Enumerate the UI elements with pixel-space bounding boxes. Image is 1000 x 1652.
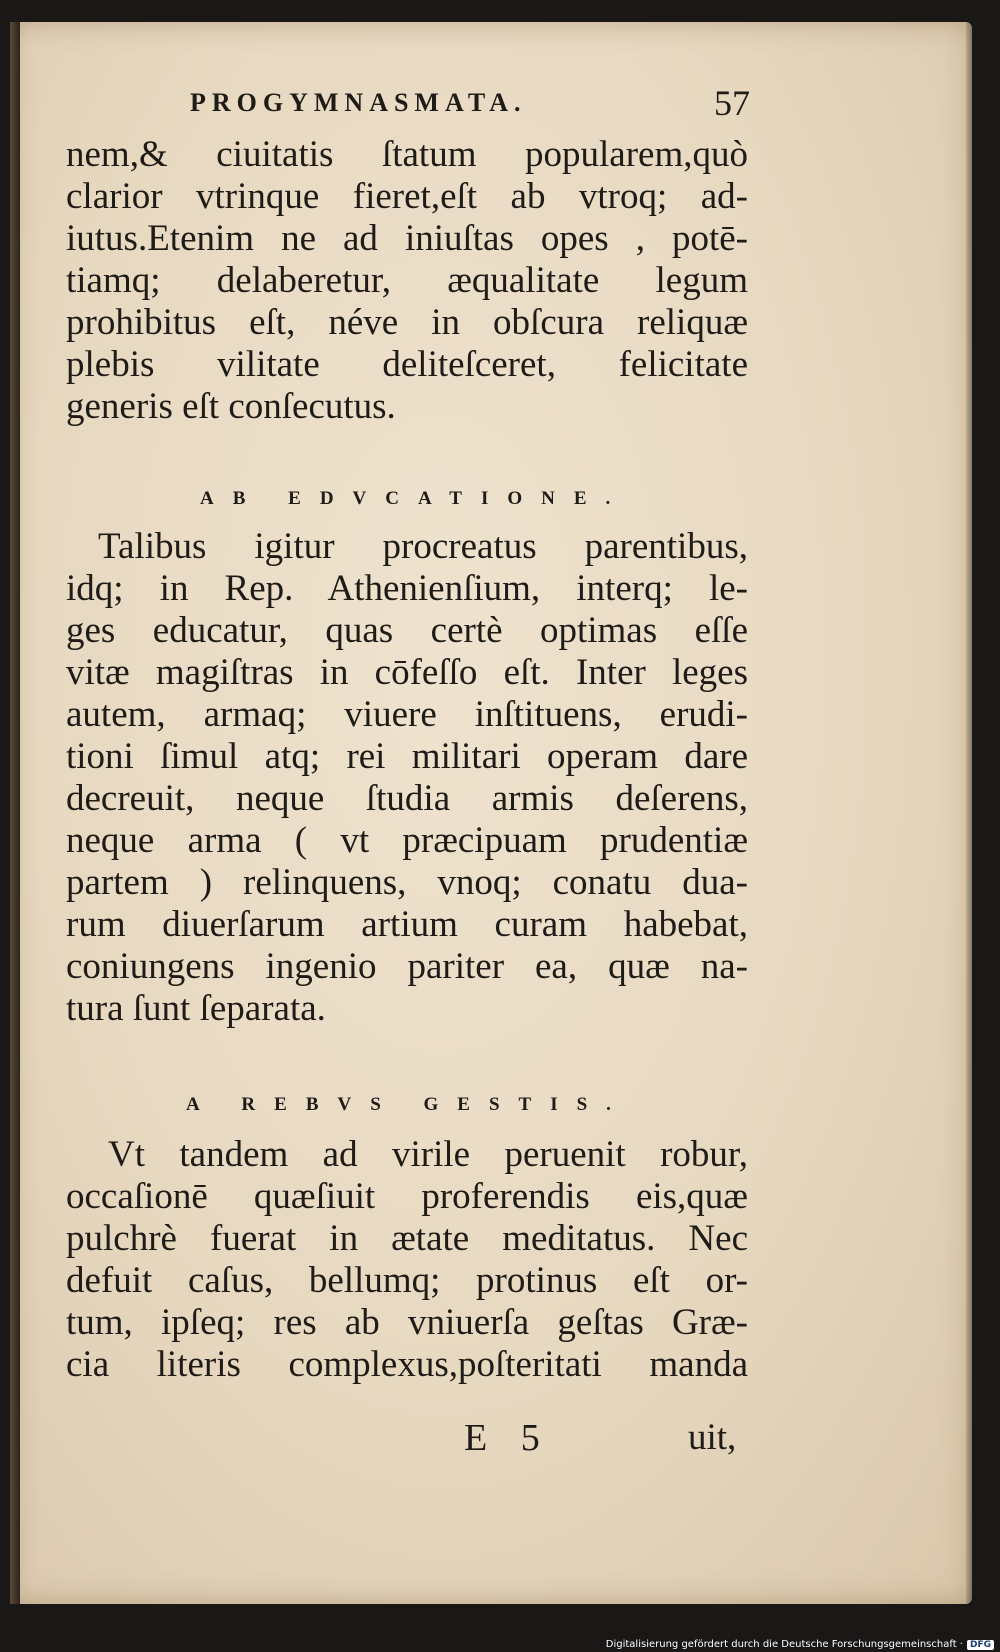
text-line: nem,& ciuitatis ſtatum popularem,quò bbox=[66, 134, 748, 175]
text-line: ges educatur, quas certè optimas eſſe bbox=[66, 610, 748, 651]
text-line: neque arma ( vt præcipuam prudentiæ bbox=[66, 820, 748, 861]
section-heading: AB EDVCATIONE. bbox=[200, 488, 630, 509]
text-line: Vt tandem ad virile peruenit robur, bbox=[108, 1134, 748, 1175]
text-line: iutus.Etenim ne ad iniuſtas opes , potē- bbox=[66, 218, 748, 259]
text-line: decreuit, neque ſtudia armis deſerens, bbox=[66, 778, 748, 819]
digitization-credit bbox=[606, 1639, 994, 1650]
page-number: 57 bbox=[714, 83, 750, 123]
dfg-logo: DFG bbox=[967, 1640, 994, 1650]
catchword: uit, bbox=[688, 1417, 737, 1458]
text-line: cia literis complexus,poſteritati manda bbox=[66, 1344, 748, 1385]
text-line: coniungens ingenio pariter ea, quæ na- bbox=[66, 946, 748, 987]
text-line: tioni ſimul atq; rei militari operam dare bbox=[66, 736, 748, 777]
text-line: rum diuerſarum artium curam habebat, bbox=[66, 904, 748, 945]
page-spine bbox=[10, 22, 20, 1604]
signature-mark: E 5 bbox=[464, 1417, 552, 1459]
text-line: vitæ magiſtras in cōfeſſo eſt. Inter leges bbox=[66, 652, 748, 693]
text-line: occaſionē quæſiuit proferendis eis,quæ bbox=[66, 1176, 748, 1217]
text-line: tura ſunt ſeparata. bbox=[66, 988, 326, 1029]
text-line: defuit caſus, bellumq; protinus eſt or- bbox=[66, 1260, 748, 1301]
text-line: tiamq; delaberetur, æqualitate legum bbox=[66, 260, 748, 301]
text-line: partem ) relinquens, vnoq; conatu dua- bbox=[66, 862, 748, 903]
page-edge bbox=[966, 22, 972, 1604]
text-line: generis eſt conſecutus. bbox=[66, 386, 396, 427]
text-line: clarior vtrinque fieret,eſt ab vtroq; ad- bbox=[66, 176, 748, 217]
text-line: prohibitus eſt, néve in obſcura reliquæ bbox=[66, 302, 748, 343]
text-line: pulchrè fuerat in ætate meditatus. Nec bbox=[66, 1218, 748, 1259]
text-line: Talibus igitur procreatus parentibus, bbox=[98, 526, 748, 567]
credit-text: Digitalisierung gefördert durch die Deutsche Forschungsgemeinschaft · bbox=[605, 1639, 963, 1650]
text-line: plebis vilitate deliteſceret, felicitate bbox=[66, 344, 748, 385]
text-line: autem, armaq; viuere inſtituens, erudi- bbox=[66, 694, 748, 735]
section-heading: A REBVS GESTIS. bbox=[186, 1094, 630, 1115]
text-line: idq; in Rep. Athenienſium, interq; le- bbox=[66, 568, 748, 609]
text-line: tum, ipſeq; res ab vniuerſa geſtas Græ- bbox=[66, 1302, 748, 1343]
running-title: PROGYMNASMATA. bbox=[190, 88, 527, 117]
